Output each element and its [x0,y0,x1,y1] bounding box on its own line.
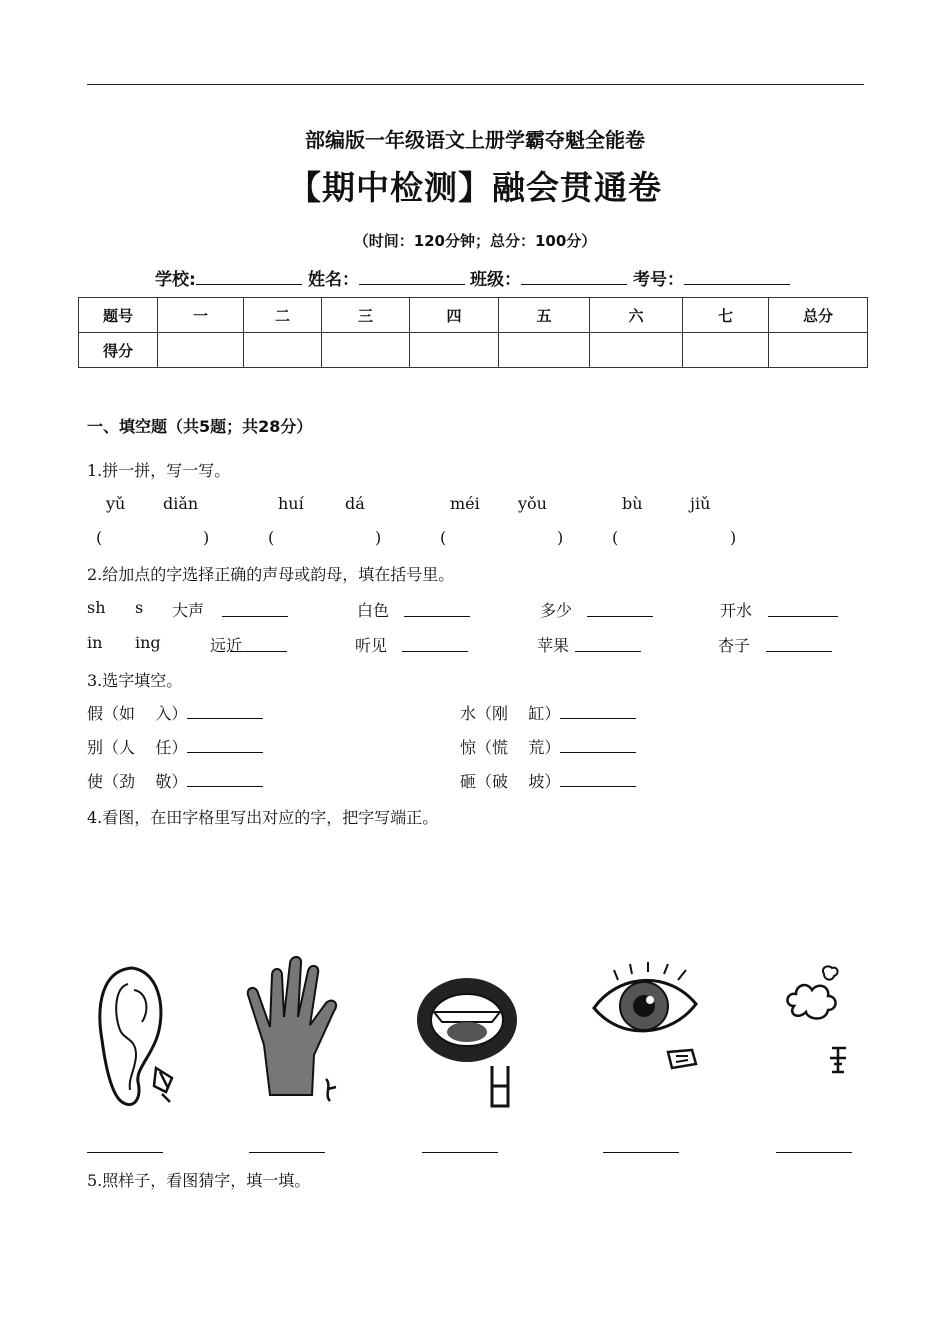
paren-open: ( [440,528,447,547]
pinyin: diǎn [163,494,199,513]
cloud-icon [780,960,850,1080]
mouth-icon [412,970,532,1110]
paren-open: ( [96,528,103,547]
score-header-cell: 六 [590,298,683,333]
score-header-cell: 三 [322,298,410,333]
paren-close: ) [375,528,382,547]
question-3-prompt: 3.选字填空。 [87,671,183,690]
picture-answer-line[interactable] [249,1152,325,1153]
name-label: 姓名： [308,270,359,290]
score-input-cell[interactable] [322,333,410,368]
answer-blank[interactable] [230,636,287,652]
score-header-cell: 题号 [79,298,158,333]
answer-box-4[interactable] [626,530,722,548]
exam-meta: （时间：120分钟；总分：100分） [353,232,597,250]
score-header-cell: 五 [499,298,590,333]
answer-blank[interactable] [587,601,653,617]
answer-blank[interactable] [404,601,470,617]
option: sh [87,598,106,617]
top-rule [87,84,864,85]
pinyin: yǔ [106,494,126,513]
pinyin: yǒu [518,494,547,513]
word: 听见 [355,636,388,655]
answer-box-1[interactable] [110,530,195,548]
answer-blank[interactable] [766,636,832,652]
question-1-prompt: 1.拼一拼，写一写。 [87,461,231,480]
score-input-cell[interactable] [244,333,322,368]
option: s [135,598,144,617]
word: 苹果 [537,636,570,655]
score-header-row [79,298,868,333]
answer-blank[interactable] [560,737,636,753]
score-value-row [79,333,868,368]
eye-icon [588,960,708,1080]
section-heading: 一、填空题（共5题；共28分） [87,417,313,436]
answer-blank[interactable] [187,771,263,787]
school-label: 学校: [155,270,196,290]
choice-item: 惊（慌 荒） [460,735,636,758]
hand-icon [240,955,350,1115]
class-label: 班级： [470,270,521,290]
score-input-cell[interactable] [410,333,499,368]
ear-icon [92,960,182,1115]
exam-number-label: 考号： [633,270,684,290]
score-header-cell: 总分 [769,298,868,333]
paren-open: ( [268,528,275,547]
class-field[interactable] [470,265,627,290]
choice-item: 使（劲 敬） [87,769,263,792]
paren-close: ) [557,528,564,547]
score-header-cell: 二 [244,298,322,333]
picture-answer-line[interactable] [776,1152,852,1153]
score-input-cell[interactable] [769,333,868,368]
exam-number-field[interactable] [633,265,790,290]
answer-blank[interactable] [768,601,838,617]
score-input-cell[interactable] [158,333,244,368]
score-row-label: 得分 [79,333,158,368]
picture-answer-line[interactable] [422,1152,498,1153]
answer-blank[interactable] [575,636,641,652]
pinyin: bù [622,494,643,513]
answer-blank[interactable] [560,703,636,719]
paren-close: ) [203,528,210,547]
score-input-cell[interactable] [499,333,590,368]
choice-item: 别（人 任） [87,735,263,758]
word: 白色 [357,601,390,620]
exam-title: 【期中检测】融会贯通卷 [288,168,662,207]
choice-item: 砸（破 坡） [460,769,636,792]
class-blank[interactable] [521,268,627,285]
question-2-prompt: 2.给加点的字选择正确的声母或韵母，填在括号里。 [87,565,455,584]
score-header-cell: 一 [158,298,244,333]
pinyin: jiǔ [690,494,711,513]
paren-open: ( [612,528,619,547]
school-field[interactable] [155,265,302,290]
school-blank[interactable] [196,268,302,285]
option: in [87,633,103,652]
paren-close: ) [730,528,737,547]
score-input-cell[interactable] [590,333,683,368]
answer-box-2[interactable] [282,530,367,548]
score-header-cell: 四 [410,298,499,333]
answer-blank[interactable] [402,636,468,652]
answer-box-3[interactable] [454,530,549,548]
word: 远近 [210,636,243,655]
score-header-cell: 七 [683,298,769,333]
pinyin: huí [278,494,304,513]
question-4-prompt: 4.看图，在田字格里写出对应的字，把字写端正。 [87,808,439,827]
pinyin: dá [345,494,365,513]
pinyin: méi [450,494,480,513]
word: 大声 [172,601,205,620]
choice-item: 假（如 入） [87,701,263,724]
exam-number-blank[interactable] [684,268,790,285]
score-input-cell[interactable] [683,333,769,368]
picture-answer-line[interactable] [87,1152,163,1153]
answer-blank[interactable] [187,703,263,719]
answer-blank[interactable] [560,771,636,787]
name-field[interactable] [308,265,465,290]
word: 多少 [540,601,573,620]
answer-blank[interactable] [187,737,263,753]
word: 开水 [720,601,753,620]
answer-blank[interactable] [222,601,288,617]
option: ing [135,633,161,652]
name-blank[interactable] [359,268,465,285]
question-5-prompt: 5.照样子，看图猜字，填一填。 [87,1171,311,1190]
word: 杏子 [718,636,751,655]
choice-item: 水（刚 缸） [460,701,636,724]
score-table [78,297,868,368]
exam-subtitle: 部编版一年级语文上册学霸夺魁全能卷 [305,128,645,152]
picture-answer-line[interactable] [603,1152,679,1153]
